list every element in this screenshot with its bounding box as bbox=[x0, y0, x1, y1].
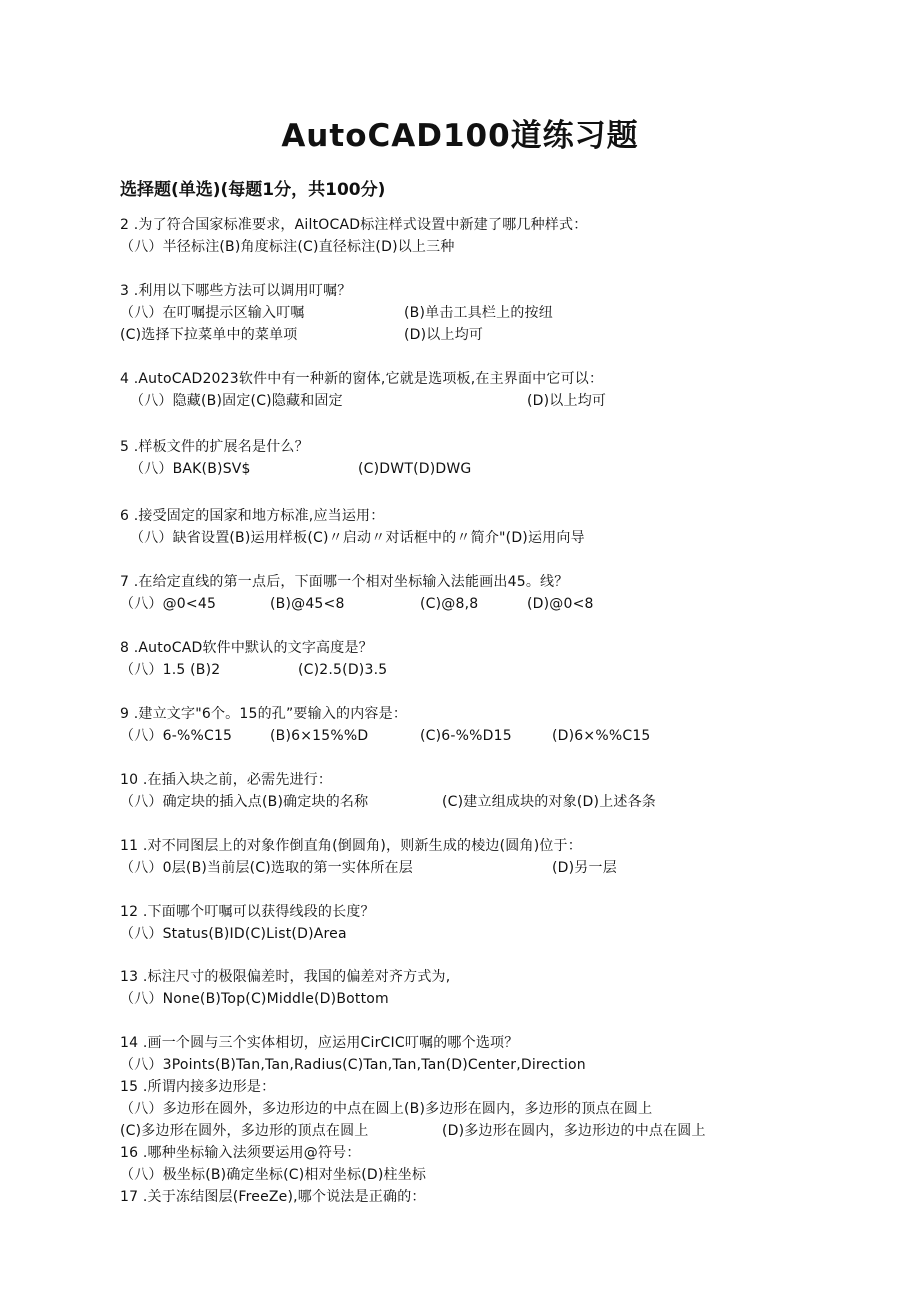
question-17-stem: 17 .关于冻结图层(FreeZe),哪个说法是正确的： bbox=[120, 1189, 426, 1205]
question-5-options-ab: （八）BAK(B)SV$ bbox=[130, 461, 251, 477]
question-13-options: （八）None(B)Top(C)Middle(D)Bottom bbox=[120, 991, 389, 1007]
question-16-stem: 16 .哪种坐标输入法须要运用@符号： bbox=[120, 1145, 361, 1161]
question-10-options-cd: (C)建立组成块的对象(D)上述各条 bbox=[442, 794, 657, 810]
question-8-stem: 8 .AutoCAD软件中默认的文字高度是？ bbox=[120, 640, 373, 656]
question-11-stem: 11 .对不同图层上的对象作倒直角(倒圆角)，则新生成的棱边(圆角)位于： bbox=[120, 838, 582, 854]
question-9-option-d: (D)6×%%C15 bbox=[552, 728, 651, 744]
question-15-options-ab: （八）多边形在圆外，多边形边的中点在圆上(B)多边形在圆内，多边形的顶点在圆上 bbox=[120, 1101, 653, 1117]
question-8-options-ab: （八）1.5 (B)2 bbox=[120, 662, 221, 678]
question-7-option-b: (B)@45<8 bbox=[270, 596, 345, 612]
question-9-option-b: (B)6×15%%D bbox=[270, 728, 369, 744]
question-2-options: （八）半径标注(B)角度标注(C)直径标注(D)以上三种 bbox=[120, 239, 455, 255]
question-5-stem: 5 .样板文件的扩展名是什么？ bbox=[120, 439, 309, 455]
question-14-options: （八）3Points(B)Tan,Tan,Radius(C)Tan,Tan,Tan(D)Center,Direction bbox=[120, 1057, 586, 1073]
section-heading: 选择题(单选)(每题1分，共100分) bbox=[120, 180, 386, 200]
question-7-stem: 7 .在给定直线的第一点后，下面哪一个相对坐标输入法能画出45。线？ bbox=[120, 574, 569, 590]
question-9-option-c: (C)6-%%D15 bbox=[420, 728, 512, 744]
question-10-stem: 10 .在插入块之前，必需先进行： bbox=[120, 772, 333, 788]
question-5-options-cd: (C)DWT(D)DWG bbox=[358, 461, 472, 477]
question-15-stem: 15 .所谓内接多边形是： bbox=[120, 1079, 276, 1095]
question-4-option-d: (D)以上均可 bbox=[527, 393, 607, 409]
question-7-option-d: (D)@0<8 bbox=[527, 596, 594, 612]
question-6-options: （八）缺省设置(B)运用样板(C)〃启动〃对话框中的〃简介"(D)运用向导 bbox=[130, 530, 585, 546]
question-13-stem: 13 .标注尺寸的极限偏差时，我国的偏差对齐方式为, bbox=[120, 969, 451, 985]
question-14-stem: 14 .画一个圆与三个实体相切，应运用CirCIC叮嘱的哪个选项？ bbox=[120, 1035, 519, 1051]
question-16-options: （八）极坐标(B)确定坐标(C)相对坐标(D)柱坐标 bbox=[120, 1167, 427, 1183]
question-8-options-cd: (C)2.5(D)3.5 bbox=[298, 662, 388, 678]
question-11-options-abc: （八）0层(B)当前层(C)选取的第一实体所在层 bbox=[120, 860, 413, 876]
question-15-option-d: (D)多边形在圆内，多边形边的中点在圆上 bbox=[442, 1123, 706, 1139]
document-title: AutoCAD100道练习题 bbox=[281, 118, 639, 154]
question-3-option-a: （八）在叮嘱提示区输入叮嘱 bbox=[120, 305, 305, 321]
question-4-options-abc: （八）隐藏(B)固定(C)隐藏和固定 bbox=[130, 393, 343, 409]
question-7-option-c: (C)@8,8 bbox=[420, 596, 479, 612]
question-9-stem: 9 .建立文字"6个。15的孔”要输入的内容是： bbox=[120, 706, 408, 722]
question-3-option-c: (C)选择下拉菜单中的菜单项 bbox=[120, 327, 298, 343]
question-4-stem: 4 .AutoCAD2023软件中有一种新的窗体,它就是选项板,在主界面中它可以： bbox=[120, 371, 604, 387]
question-3-stem: 3 .利用以下哪些方法可以调用叮嘱？ bbox=[120, 283, 352, 299]
question-3-option-d: (D)以上均可 bbox=[404, 327, 484, 343]
question-2-stem: 2 .为了符合国家标准要求，AiltOCAD标注样式设置中新建了哪几种样式： bbox=[120, 217, 588, 233]
question-12-options: （八）Status(B)ID(C)List(D)Area bbox=[120, 926, 347, 942]
question-9-option-a: （八）6-%%C15 bbox=[120, 728, 233, 744]
question-15-option-c: (C)多边形在圆外，多边形的顶点在圆上 bbox=[120, 1123, 369, 1139]
question-10-options-ab: （八）确定块的插入点(B)确定块的名称 bbox=[120, 794, 369, 810]
question-11-option-d: (D)另一层 bbox=[552, 860, 617, 876]
question-3-option-b: (B)单击工具栏上的按纽 bbox=[404, 305, 553, 321]
question-7-option-a: （八）@0<45 bbox=[120, 596, 217, 612]
question-6-stem: 6 .接受固定的国家和地方标准,应当运用： bbox=[120, 508, 385, 524]
question-12-stem: 12 .下面哪个叮嘱可以获得线段的长度？ bbox=[120, 904, 375, 920]
